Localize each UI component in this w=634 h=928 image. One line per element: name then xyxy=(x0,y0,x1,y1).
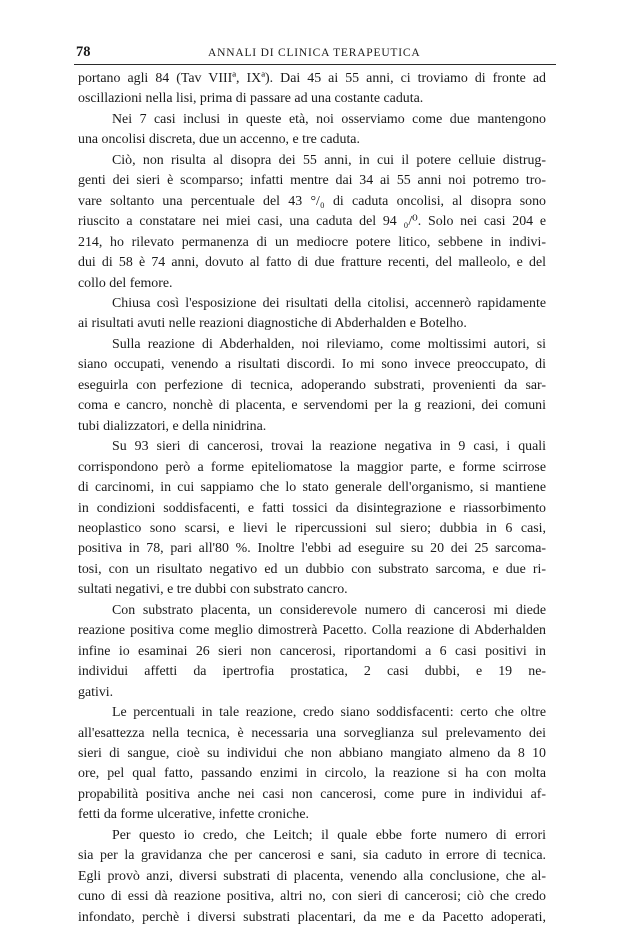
text-line: corrispondono però a forme epiteliomatose la maggior parte, e forme scirrose xyxy=(78,459,546,475)
text-line: gativi. xyxy=(78,684,114,700)
text-line: Egli provò anzi, diversi substrati di placenta, venendo alla conclusione, che al- xyxy=(78,868,546,884)
text-line: dui di 58 è 74 anni, dovuto al fatto di due fratture recenti, del malleolo, e del xyxy=(78,255,546,271)
header-rule xyxy=(74,64,556,65)
text-line: individui affetti da ipertrofia prostatica, 2 casi dubbi, e 19 ne- xyxy=(78,664,546,680)
text-line: tubi dializzatori, e della ninidrina. xyxy=(78,418,267,434)
running-title: ANNALI DI CLINICA TERAPEUTICA xyxy=(208,47,421,59)
text-line: eseguirla con perfezione di tecnica, adoperando substrati, provenienti da sar- xyxy=(78,377,546,393)
text-line: sultati negativi, e tre dubbi con substrato cancro. xyxy=(78,582,348,598)
text-line: Su 93 sieri di cancerosi, trovai la reazione negativa in 9 casi, i quali xyxy=(112,439,546,455)
text-line: Le percentuali in tale reazione, credo siano soddisfacenti: certo che oltre xyxy=(112,705,546,721)
text-line: ore, pel qual fatto, passando enzimi in circolo, la reazione si ha con molta xyxy=(78,766,546,782)
text-line: reazione positiva come meglio dimostrerà Pacetto. Colla reazione di Abderhalden xyxy=(78,623,546,639)
text-line: Nei 7 casi inclusi in queste età, noi osserviamo come due mantengono xyxy=(112,111,546,127)
text-line: riuscito a constatare nei miei casi, una caduta del 94 ₀/⁰. Solo nei casi 204 e xyxy=(78,214,546,230)
text-line: ai risultati avuti nelle reazioni diagnostiche di Abderhalden e Botelho. xyxy=(78,316,467,332)
text-line: Ciò, non risulta al disopra dei 55 anni, in cui il potere celluie distrug- xyxy=(112,152,546,168)
text-line: siano occupati, venendo a risultati discordi. Io mi sono invece preoccupato, di xyxy=(78,357,546,373)
text-line: in condizioni soddisfacenti, e fatti tossici da disintegrazione e riassorbimento xyxy=(78,500,546,516)
text-line: oscillazioni nella lisi, prima di passare ad una costante caduta. xyxy=(78,91,424,107)
body-text xyxy=(78,69,546,928)
text-line: cuno di essi dà reazione positiva, altri no, con sieri di cancerosi; ciò che credo xyxy=(78,889,546,905)
text-line: sia per la gravidanza che per cancerosi e sani, sia caduto in errore di tecnica. xyxy=(78,848,546,864)
text-line: Chiusa così l'esposizione dei risultati della citolisi, accennerò rapidamente xyxy=(112,295,546,311)
text-line: di carcinomi, in cui sappiamo che lo stato generale dell'organismo, si mantiene xyxy=(78,480,546,496)
text-line: Per questo io credo, che Leitch; il quale ebbe forte numero di errori xyxy=(112,827,546,843)
text-line: neoplastico sono scarsi, e lievi le ripercussioni sul siero; dubbia in 6 casi, xyxy=(78,520,546,536)
text-line: coma e cancro, nonchè di placenta, e servendomi per la g reazioni, dei comuni xyxy=(78,398,546,414)
text-line: una oncolisi discreta, due un accenno, e tre caduta. xyxy=(78,132,360,148)
text-line: positiva in 78, pari all'80 %. Inoltre l'ebbi ad eseguire su 20 dei 25 sarcoma- xyxy=(78,541,546,557)
text-line: 214, ho rilevato permanenza di un mediocre potere litico, sebbene in indivi- xyxy=(78,234,546,250)
text-line: infine io esaminai 26 sieri non cancerosi, riportandomi a 6 casi positivi in xyxy=(78,643,546,659)
page-number: 78 xyxy=(76,44,91,60)
text-line: sieri di sangue, cioè su individui che non abbiano mangiato almeno da 8 10 xyxy=(78,745,546,761)
text-line: tosi, con un risultato negativo ed un dubbio con substrato sarcoma, e due ri- xyxy=(78,561,546,577)
text-line: fetti da forme ulcerative, infette croniche. xyxy=(78,807,310,823)
text-line: genti dei sieri è scomparso; infatti mentre dai 34 ai 55 anni noi potremo tro- xyxy=(78,173,546,189)
text-line: Con substrato placenta, un considerevole numero di cancerosi mi diede xyxy=(112,602,546,618)
text-line: Sulla reazione di Abderhalden, noi rileviamo, come moltissimi autori, si xyxy=(112,336,546,352)
text-line: collo del femore. xyxy=(78,275,173,291)
text-line: propabilità positiva anche nei casi non cancerosi, come pure in individui af- xyxy=(78,786,546,802)
text-line: portano agli 84 (Tav VIIIª, IXª). Dai 45 ai 55 anni, ci troviamo di fronte ad xyxy=(78,71,546,86)
text-line: vare soltanto una percentuale del 43 °/₀ di caduta oncolisi, al disopra sono xyxy=(78,193,546,209)
page-header xyxy=(76,44,556,61)
text-line: infondato, perchè i diversi substrati placentari, da me e da Pacetto adoperati, xyxy=(78,909,546,925)
text-line: all'esattezza nella tecnica, è necessaria una sorveglianza sul prelevamento dei xyxy=(78,725,546,741)
